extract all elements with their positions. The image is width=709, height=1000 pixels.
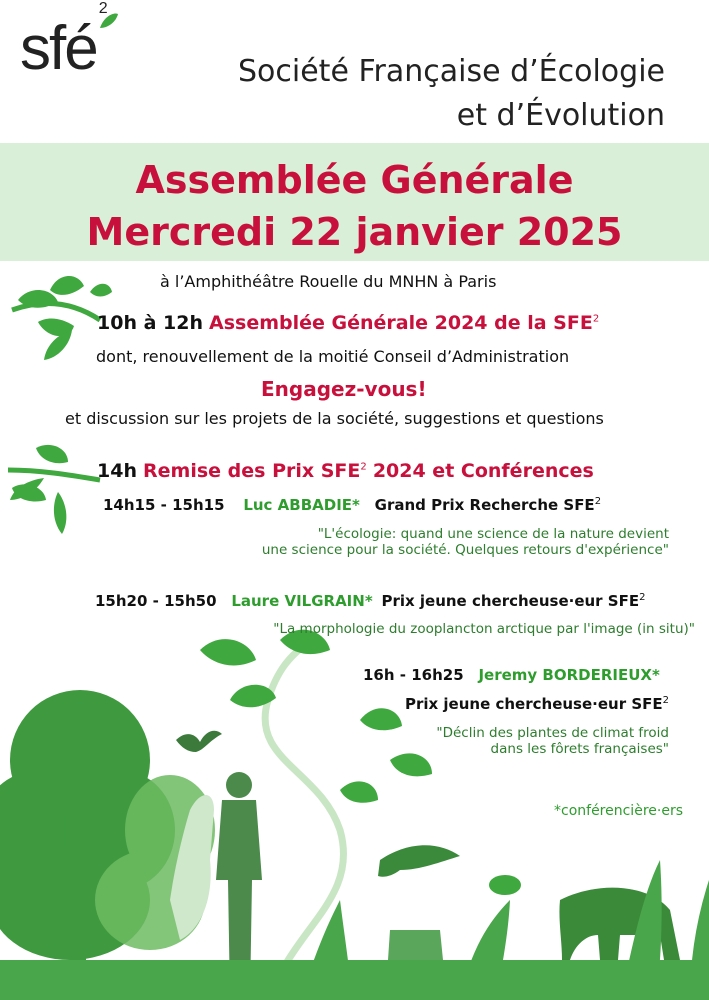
bird-icon xyxy=(176,731,222,752)
quote-line: dans les fôrets françaises" xyxy=(490,741,669,757)
talk-prize: Grand Prix Recherche SFE xyxy=(374,496,595,514)
dolphin-icon xyxy=(378,845,460,877)
afternoon-heading xyxy=(97,460,594,482)
talk-time: 16h - 16h25 xyxy=(363,666,464,684)
society-line-2: et d’Évolution xyxy=(456,97,665,133)
talk-time: 14h15 - 15h15 xyxy=(103,496,225,514)
morning-subtitle: dont, renouvellement de la moitié Conseil d’Administration xyxy=(96,347,570,366)
talk-prize: Prix jeune chercheuse·eur SFE xyxy=(404,695,663,713)
title-line-1: Assemblée Générale xyxy=(135,158,574,202)
morning-time: 10h à 12h xyxy=(97,312,203,334)
talk-3 xyxy=(363,666,660,684)
elephant-icon xyxy=(559,888,680,960)
logo-text: sfé xyxy=(20,14,97,83)
quote-line: une science pour la société. Quelques retours d'expérience" xyxy=(261,542,669,558)
quote-line: "Déclin des plantes de climat froid xyxy=(436,725,669,741)
talk-prize-sup: 2 xyxy=(639,592,646,603)
talk-1-quote xyxy=(262,526,669,558)
society-name xyxy=(238,50,665,137)
talk-speaker: Laure VILGRAIN* xyxy=(231,592,373,610)
talk-time: 15h20 - 15h50 xyxy=(95,592,217,610)
afternoon-title-a: Remise des Prix SFE xyxy=(143,460,361,482)
call-to-action: Engagez-vous! xyxy=(261,377,427,401)
talk-prize-sup: 2 xyxy=(662,695,669,706)
discussion-text: et discussion sur les projets de la société, suggestions et questions xyxy=(65,409,604,428)
venue-text: à l’Amphithéâtre Rouelle du MNHN à Paris xyxy=(160,272,497,291)
talk-prize-sup: 2 xyxy=(594,496,602,507)
footnote: *conférencière·ers xyxy=(554,803,683,819)
talk-speaker: Luc ABBADIE* xyxy=(243,496,360,514)
title-line-2: Mercredi 22 janvier 2025 xyxy=(86,210,623,254)
logo-superscript: 2 xyxy=(98,0,108,18)
talk-2-quote xyxy=(273,621,695,637)
society-line-1: Société Française d’Écologie xyxy=(238,54,665,89)
talk-3-quote xyxy=(436,725,669,757)
branch-icon xyxy=(8,445,100,534)
quote-line: "L'écologie: quand une science de la nature devient xyxy=(317,526,669,542)
morning-title: Assemblée Générale 2024 de la SFE xyxy=(209,312,593,334)
crab-icon xyxy=(489,875,521,895)
talk-speaker: Jeremy BORDERIEUX* xyxy=(478,666,660,684)
morning-title-sup: 2 xyxy=(592,313,600,325)
talk-2 xyxy=(95,592,645,610)
talk-3-prize xyxy=(405,695,669,713)
afternoon-time: 14h xyxy=(97,460,137,482)
afternoon-title-sup: 2 xyxy=(360,461,367,473)
quote-line: "La morphologie du zooplancton arctique par l'image (in situ)" xyxy=(273,621,695,637)
afternoon-title-b: 2024 et Conférences xyxy=(372,460,594,482)
morning-heading xyxy=(97,312,599,334)
sfe-logo xyxy=(20,0,108,83)
talk-prize: Prix jeune chercheuse·eur SFE xyxy=(381,592,640,610)
talk-1 xyxy=(103,496,601,514)
